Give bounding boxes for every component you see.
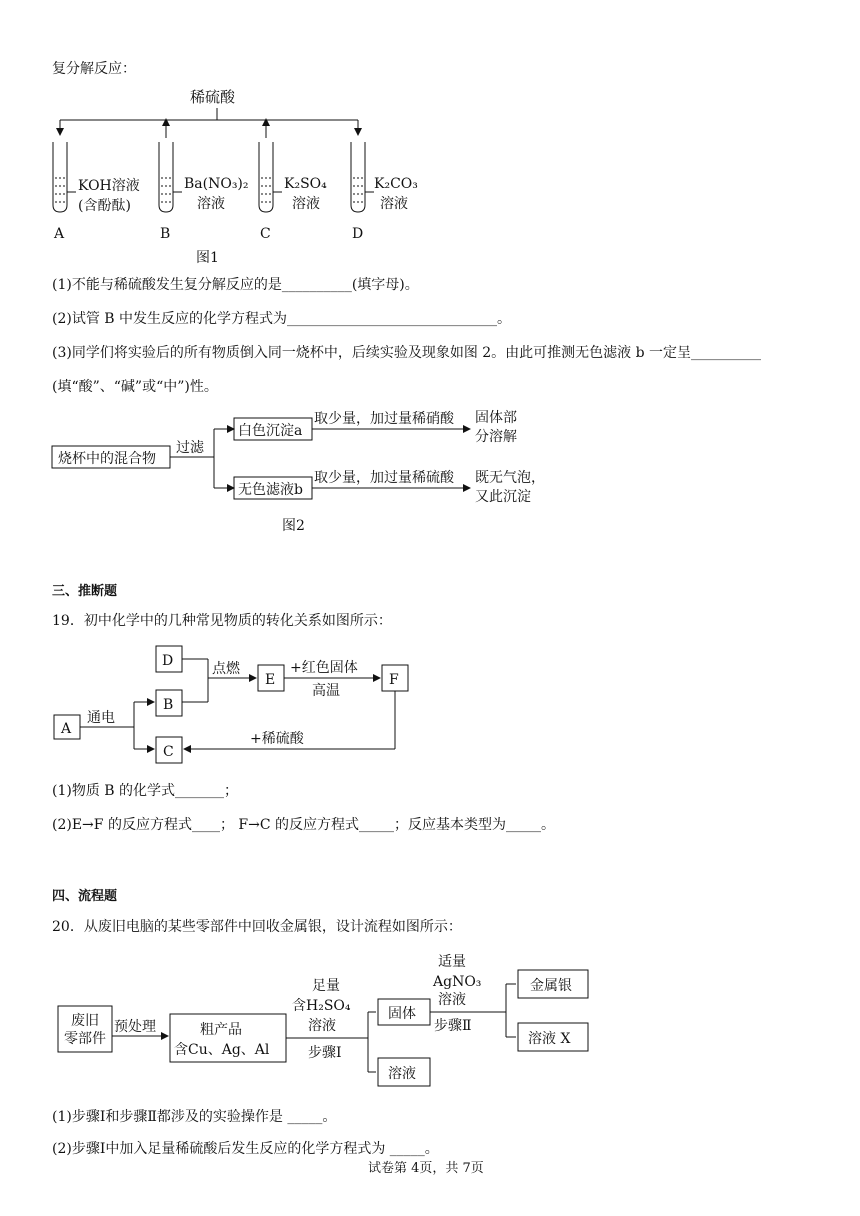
filter-label: 过滤 xyxy=(176,440,204,456)
box-b-label: B xyxy=(163,697,174,713)
step1-label: 步骤Ⅰ xyxy=(308,1045,342,1061)
solution-label: 溶液 xyxy=(388,1066,416,1082)
test-tube-d xyxy=(351,142,374,212)
tube-c-label-1: K₂SO₄ xyxy=(284,176,327,192)
step2-label: 步骤Ⅱ xyxy=(434,1018,472,1034)
result-a-line-1: 固体部 xyxy=(475,410,517,426)
test-tube-c xyxy=(259,142,282,212)
mixture-label: 烧杯中的混合物 xyxy=(58,451,156,467)
red-solid-label: +红色固体 xyxy=(290,660,358,676)
test-tube-b xyxy=(159,142,182,212)
q18-part-1: (1)不能与稀硫酸发生复分解反应的是__________(填字母)。 xyxy=(52,277,419,293)
tube-b-label-1: Ba(NO₃)₂ xyxy=(184,176,249,192)
step-a-label: 取少量，加过量稀硝酸 xyxy=(314,411,454,427)
figure-2 xyxy=(50,404,570,540)
tube-c-letter: C xyxy=(260,226,271,242)
agno3-label-2: AgNO₃ xyxy=(433,974,482,990)
tube-a-letter: A xyxy=(54,226,65,242)
q18-part-3b: (填“酸”、“碱”或“中”)性。 xyxy=(52,379,218,395)
filtrate-label: 无色滤液b xyxy=(238,482,303,498)
box-d-label: D xyxy=(162,653,174,669)
pretreat-label: 预处理 xyxy=(114,1019,156,1035)
result-b-line-2: 又此沉淀 xyxy=(475,489,531,505)
acid-label-1: 足量 xyxy=(312,978,340,994)
box-c-label: C xyxy=(163,744,174,760)
tube-d-label-1: K₂CO₃ xyxy=(374,176,418,192)
box-a-label: A xyxy=(61,721,72,737)
tube-b-label-2: 溶液 xyxy=(197,196,225,212)
q18-part-3a: (3)同学们将实验后的所有物质倒入同一烧杯中，后续实验及现象如图 2。由此可推测无色滤液 b 一定呈__________ xyxy=(52,345,762,361)
electrolysis-label: 通电 xyxy=(87,710,115,726)
solid-label: 固体 xyxy=(388,1006,416,1022)
waste-label-2: 零部件 xyxy=(64,1031,106,1047)
section-intro: 复分解反应： xyxy=(52,61,136,77)
q20-stem: 20．从废旧电脑的某些零部件中回收金属银，设计流程如图所示： xyxy=(52,919,462,935)
ignite-label: 点燃 xyxy=(212,661,240,677)
high-temp-label: 高温 xyxy=(312,683,340,699)
acid-label-3: 溶液 xyxy=(308,1018,336,1034)
test-tube-a xyxy=(53,142,76,212)
q19-stem: 19．初中化学中的几种常见物质的转化关系如图所示： xyxy=(52,613,392,629)
tube-a-label-2: (含酚酞) xyxy=(78,198,131,214)
q19-part-2: (2)E→F 的反应方程式____； F→C 的反应方程式_____；反应基本类型为_____。 xyxy=(52,817,556,833)
q19-diagram xyxy=(50,642,420,770)
page-footer: 试卷第 4页，共 7页 xyxy=(368,1161,484,1176)
white-ppt-label: 白色沉淀a xyxy=(238,423,303,439)
fig1-caption: 图1 xyxy=(196,250,219,266)
agno3-label-3: 溶液 xyxy=(438,992,466,1008)
crude-label-1: 粗产品 xyxy=(200,1022,242,1038)
section-3-heading: 三、推断题 xyxy=(52,584,118,599)
q18-part-2: (2)试管 B 中发生反应的化学方程式为______________________________。 xyxy=(52,311,512,327)
q20-flowchart xyxy=(50,944,600,1094)
silver-label: 金属银 xyxy=(530,978,572,994)
box-f-label: F xyxy=(389,672,399,688)
agno3-label-1: 适量 xyxy=(438,954,466,970)
solution-x-label: 溶液 X xyxy=(528,1031,571,1047)
result-b-line-1: 既无气泡， xyxy=(475,470,545,486)
result-a-line-2: 分溶解 xyxy=(475,429,517,445)
q20-part-1: (1)步骤Ⅰ和步骤Ⅱ都涉及的实验操作是 _____。 xyxy=(52,1109,337,1125)
q20-part-2: (2)步骤Ⅰ中加入足量稀硫酸后发生反应的化学方程式为 _____。 xyxy=(52,1141,439,1157)
dilute-acid-label: +稀硫酸 xyxy=(250,731,304,747)
acid-label-2: 含H₂SO₄ xyxy=(292,998,351,1014)
step-b-label: 取少量，加过量稀硫酸 xyxy=(314,470,454,486)
tube-d-label-2: 溶液 xyxy=(380,196,408,212)
tube-c-label-2: 溶液 xyxy=(292,196,320,212)
figure-1 xyxy=(40,80,460,270)
waste-label-1: 废旧 xyxy=(71,1013,99,1029)
tube-b-letter: B xyxy=(160,226,171,242)
box-e-label: E xyxy=(265,672,276,688)
q19-part-1: (1)物质 B 的化学式_______； xyxy=(52,783,239,799)
tube-d-letter: D xyxy=(352,226,364,242)
tube-a-label-1: KOH溶液 xyxy=(78,178,140,194)
section-4-heading: 四、流程题 xyxy=(52,889,118,904)
fig1-top-label: 稀硫酸 xyxy=(190,88,236,106)
fig2-caption: 图2 xyxy=(282,518,305,534)
crude-label-2: 含Cu、Ag、Al xyxy=(174,1042,270,1058)
